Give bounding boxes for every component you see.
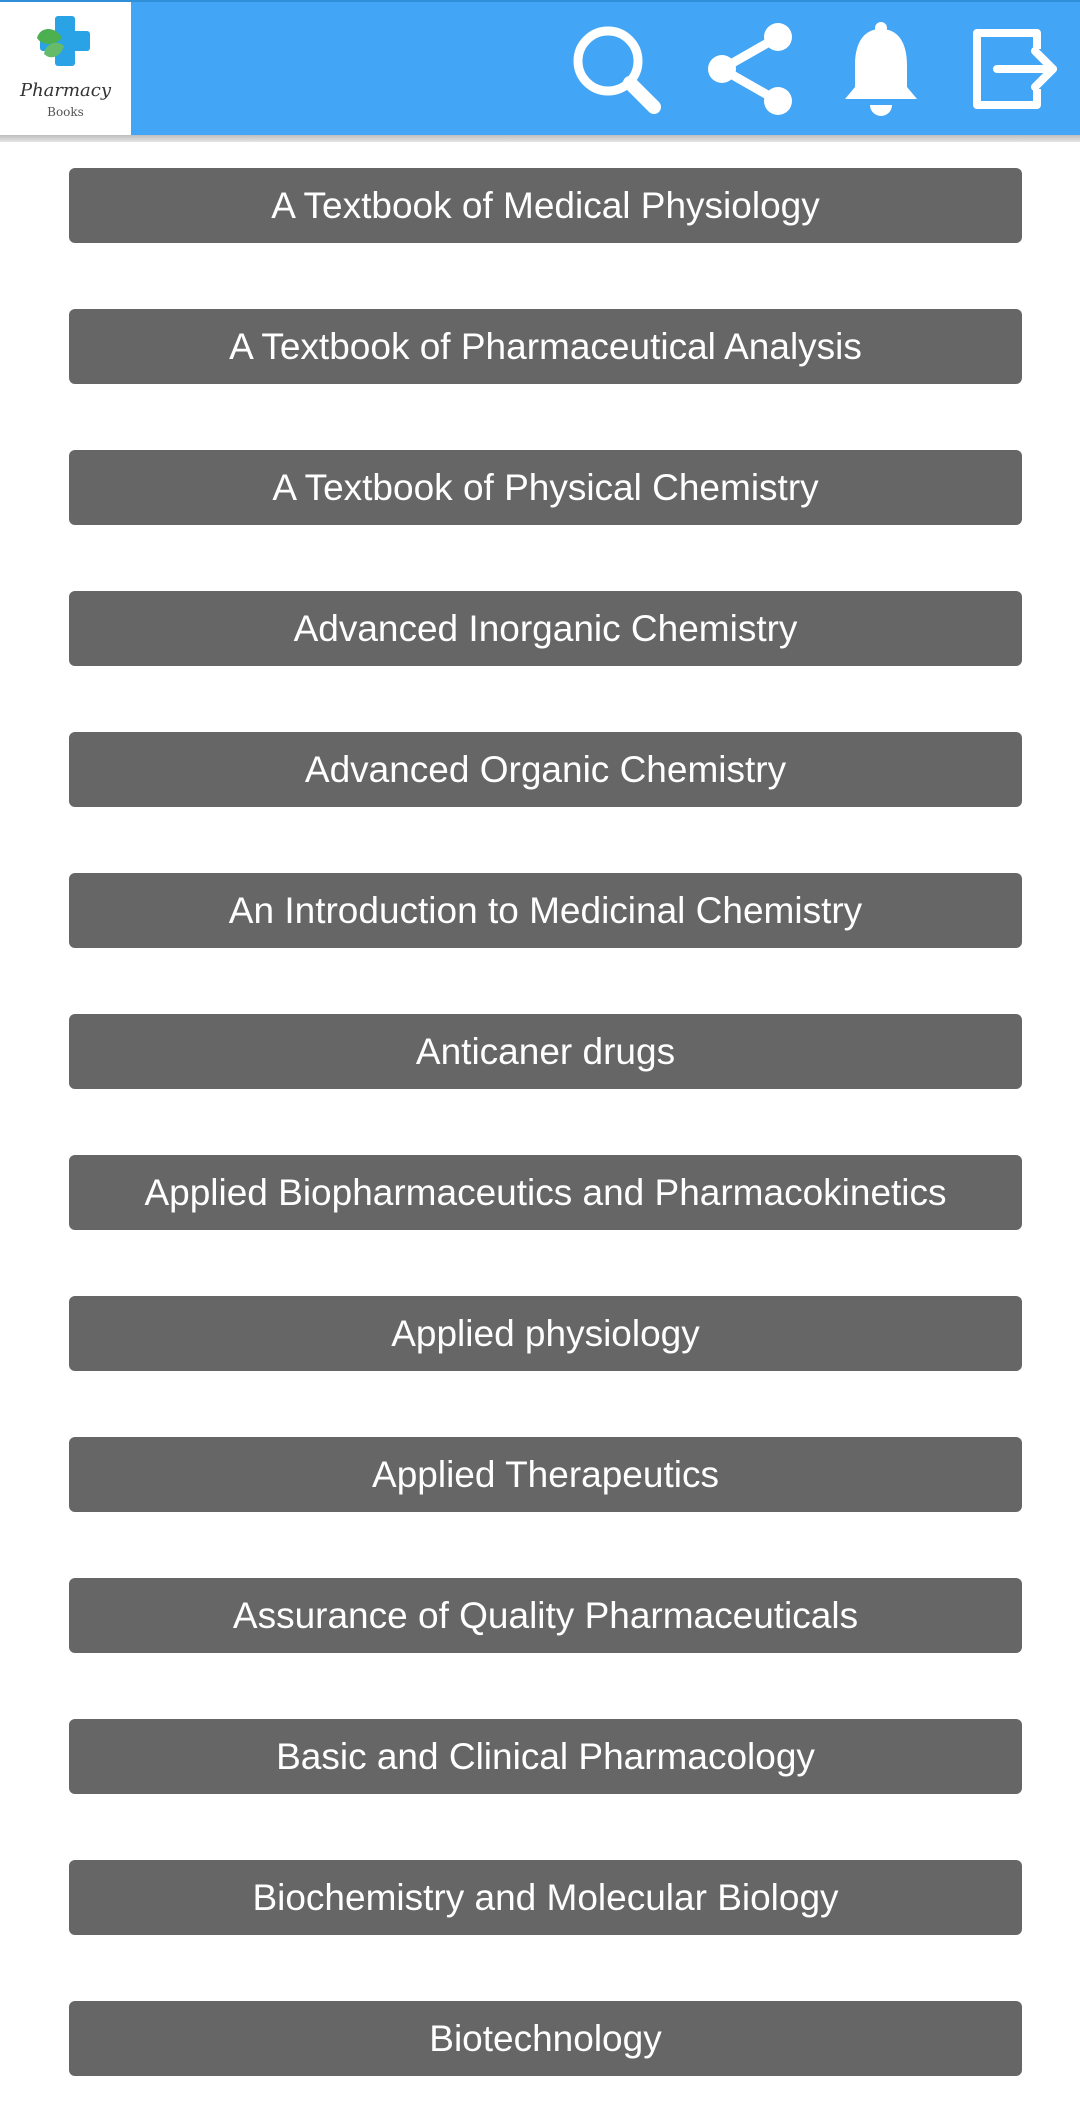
notification-bell-icon[interactable] — [831, 19, 931, 119]
book-button[interactable]: Applied physiology — [69, 1296, 1022, 1371]
book-button[interactable]: Basic and Clinical Pharmacology — [69, 1719, 1022, 1794]
share-icon[interactable] — [700, 19, 800, 119]
logo-title: Pharmacy — [19, 80, 112, 101]
book-button[interactable]: An Introduction to Medicinal Chemistry — [69, 873, 1022, 948]
book-button[interactable]: A Textbook of Medical Physiology — [69, 168, 1022, 243]
logout-icon[interactable] — [963, 19, 1063, 119]
book-button[interactable]: Advanced Inorganic Chemistry — [69, 591, 1022, 666]
toolbar-divider — [0, 135, 1080, 142]
logo-subtitle: Books — [47, 105, 84, 119]
book-button[interactable]: A Textbook of Pharmaceutical Analysis — [69, 309, 1022, 384]
book-button[interactable]: Biochemistry and Molecular Biology — [69, 1860, 1022, 1935]
pharmacy-cross-icon — [0, 2, 131, 82]
book-button[interactable]: Applied Biopharmaceutics and Pharmacokinetics — [69, 1155, 1022, 1230]
book-button[interactable]: A Textbook of Physical Chemistry — [69, 450, 1022, 525]
book-button[interactable]: Advanced Organic Chemistry — [69, 732, 1022, 807]
top-toolbar — [0, 0, 1080, 135]
book-button[interactable]: Anticaner drugs — [69, 1014, 1022, 1089]
book-button[interactable]: Biotechnology — [69, 2001, 1022, 2076]
book-button[interactable]: Applied Therapeutics — [69, 1437, 1022, 1512]
search-icon[interactable] — [566, 19, 666, 119]
book-button[interactable]: Assurance of Quality Pharmaceuticals — [69, 1578, 1022, 1653]
app-logo[interactable] — [0, 2, 131, 135]
